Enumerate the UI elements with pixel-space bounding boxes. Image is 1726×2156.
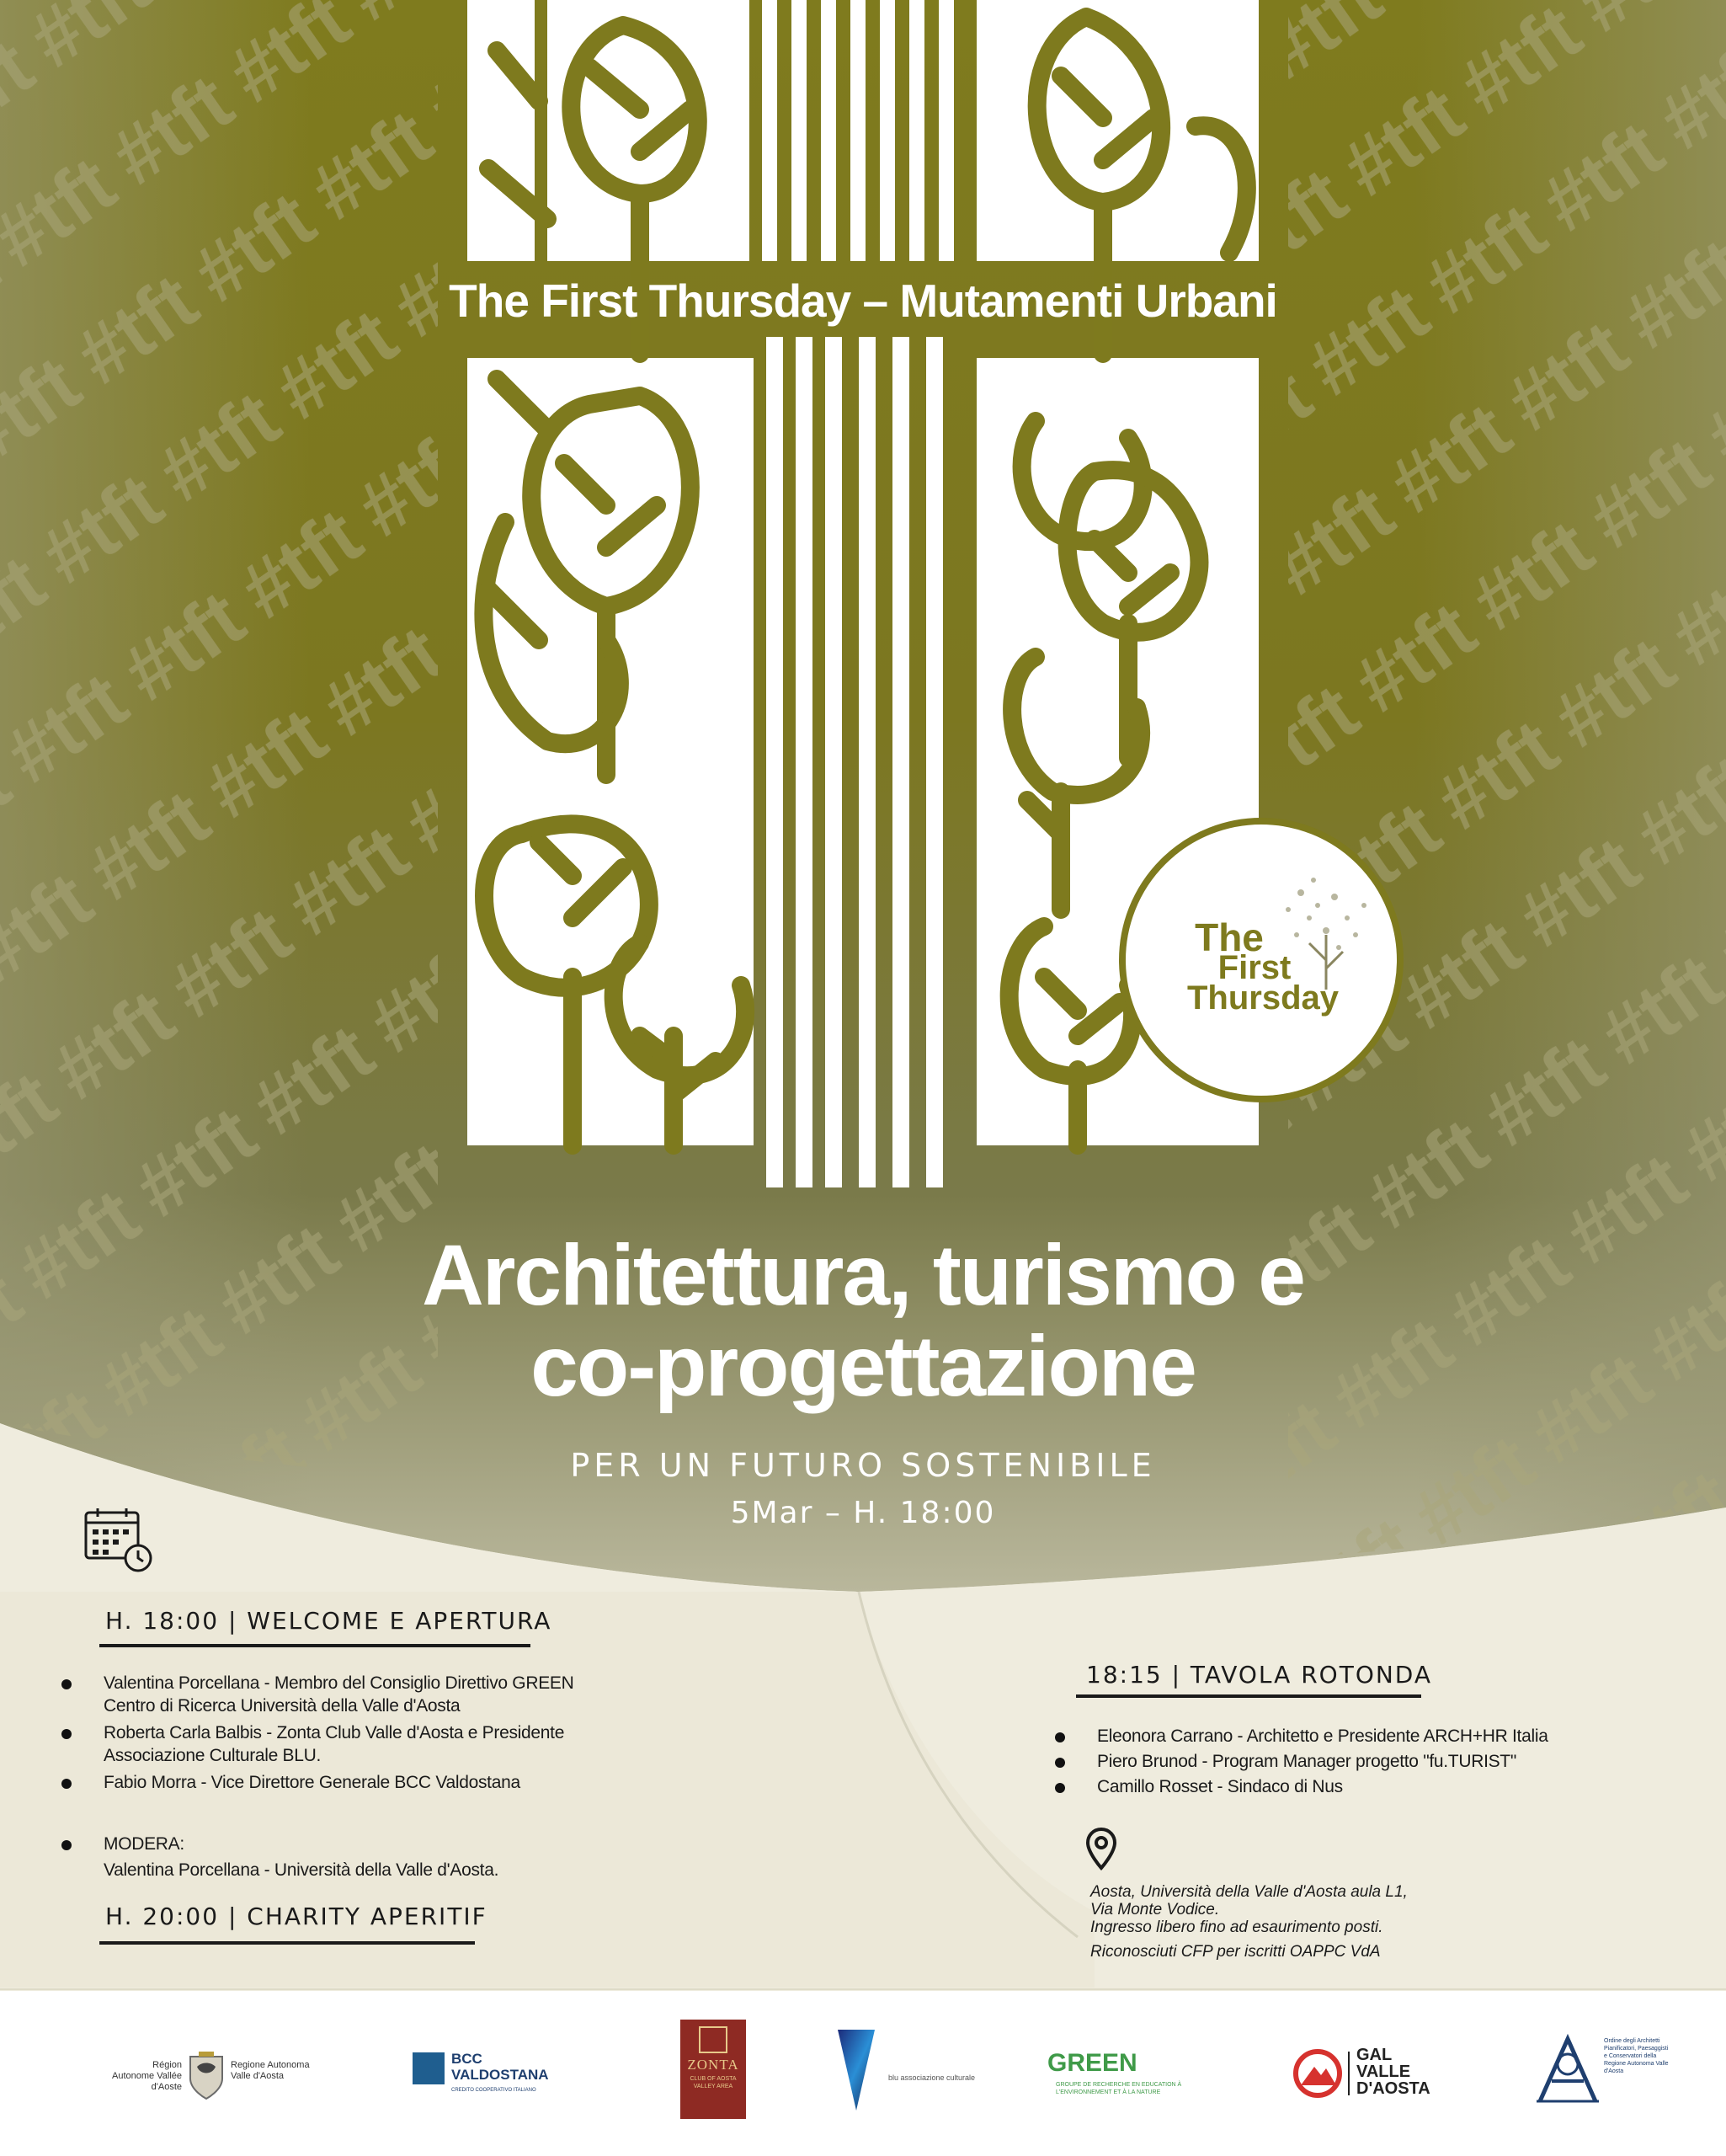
gal-line-1: GAL <box>1356 2046 1393 2064</box>
headline-line-1: Architettura, turismo e <box>422 1227 1304 1323</box>
charity-heading: H. 20:00 | CHARITY APERITIF <box>105 1903 487 1930</box>
venue-line-3: Ingresso libero fino ad esaurimento posti. <box>1090 1919 1383 1936</box>
bcc-mark-icon <box>413 2052 445 2084</box>
charity-heading-rule <box>99 1941 475 1945</box>
headline-line-2: co-progettazione <box>530 1318 1196 1414</box>
list-item: Roberta Carla Balbis - Zonta Club Valle d'Aosta e Presidente Associazione Culturale BLU. <box>61 1721 600 1767</box>
venue-line-1: Aosta, Università della Valle d'Aosta aula L1, <box>1090 1883 1408 1901</box>
badge-logo <box>1137 915 1389 1017</box>
venue-info <box>1090 1883 1562 1961</box>
badge-line-2: First <box>1217 949 1292 986</box>
gal-divider <box>1348 2052 1350 2095</box>
list-item: Camillo Rosset - Sindaco di Nus <box>1055 1775 1627 1798</box>
region-crest-icon <box>187 2050 226 2102</box>
bcc-line-1: BCC <box>451 2051 482 2067</box>
venue-line-4: Riconosciuti CFP per iscritti OAPPC VdA <box>1090 1943 1381 1961</box>
zonta-emblem-icon <box>699 2026 727 2053</box>
gal-line-3: D'AOSTA <box>1356 2079 1430 2098</box>
list-item: Eleonora Carrano - Architetto e Presidente ARCH+HR Italia <box>1055 1725 1627 1748</box>
event-date-time: 5Mar – H. 18:00 <box>730 1496 996 1530</box>
zonta-subline: CLUB OF AOSTA VALLEY AREA <box>690 2076 737 2089</box>
blu-triangle-icon <box>838 2030 875 2111</box>
list-item: Piero Brunod - Program Manager progetto "fu.TURIST" <box>1055 1750 1627 1773</box>
list-item: Fabio Morra - Vice Direttore Generale BCC Valdostana <box>61 1771 600 1794</box>
roundtable-heading: 18:15 | TAVOLA ROTONDA <box>1086 1661 1433 1689</box>
sponsor-blu-logo <box>838 2030 976 2114</box>
zonta-name: ZONTA <box>687 2057 739 2073</box>
welcome-speaker-list <box>61 1672 600 1798</box>
welcome-heading-rule <box>99 1644 530 1647</box>
gal-mountain-icon <box>1292 2048 1343 2099</box>
moderator-label <box>61 1833 600 1855</box>
badge-line-3: Thursday <box>1186 979 1340 1017</box>
event-headline <box>0 1227 1726 1414</box>
roundtable-heading-rule <box>1076 1694 1421 1698</box>
region-right-text: Regione Autonoma Valle d'Aosta <box>231 2060 310 2081</box>
sponsor-gal-logo <box>1292 2048 1444 2107</box>
green-subline: GROUPE DE RECHERCHE EN EDUCATION À L'ENVIRONNEMENT ET À LA NATURE <box>1056 2082 1182 2095</box>
roundtable-speaker-list <box>1055 1725 1627 1801</box>
calendar-icon <box>83 1508 155 1575</box>
sponsor-region-logo <box>109 2055 312 2105</box>
moderator-label-text: MODERA: <box>104 1834 184 1854</box>
green-name: GREEN <box>1047 2049 1137 2077</box>
moderator-block <box>61 1833 600 1855</box>
region-left-text: Région Autonome Vallée d'Aoste <box>112 2060 182 2092</box>
sponsor-ordine-logo <box>1537 2034 1680 2110</box>
welcome-heading: H. 18:00 | WELCOME E APERTURA <box>105 1607 552 1635</box>
moderator-name: Valentina Porcellana - Università della Valle d'Aosta. <box>104 1860 499 1880</box>
list-item: Valentina Porcellana - Membro del Consiglio Direttivo GREEN Centro di Ricerca Università della Valle d'Aosta <box>61 1672 600 1717</box>
sponsor-green-logo <box>1036 2049 1187 2103</box>
venue-line-2: Via Monte Vodice. <box>1090 1901 1220 1919</box>
blu-name: blu associazione culturale <box>888 2073 976 2082</box>
sponsor-zonta-logo <box>680 2020 746 2119</box>
ordine-name: Ordine degli Architetti Pianificatori, Paesaggisti e Conservatori della Regione Autonoma Valle d'Aosta <box>1604 2038 1669 2074</box>
gal-line-2: VALLE <box>1356 2063 1411 2081</box>
event-tagline: PER UN FUTURO SOSTENIBILE <box>570 1447 1156 1484</box>
event-series-title: The First Thursday – Mutamenti Urbani <box>449 275 1277 327</box>
bcc-line-2: VALDOSTANA <box>451 2067 549 2083</box>
bcc-subline: CREDITO COOPERATIVO ITALIANO <box>451 2088 536 2093</box>
sponsor-bcc-logo <box>413 2052 573 2103</box>
location-pin-icon <box>1086 1828 1116 1871</box>
ordine-a-icon <box>1537 2034 1599 2105</box>
badge-line-1: The <box>1195 915 1264 959</box>
